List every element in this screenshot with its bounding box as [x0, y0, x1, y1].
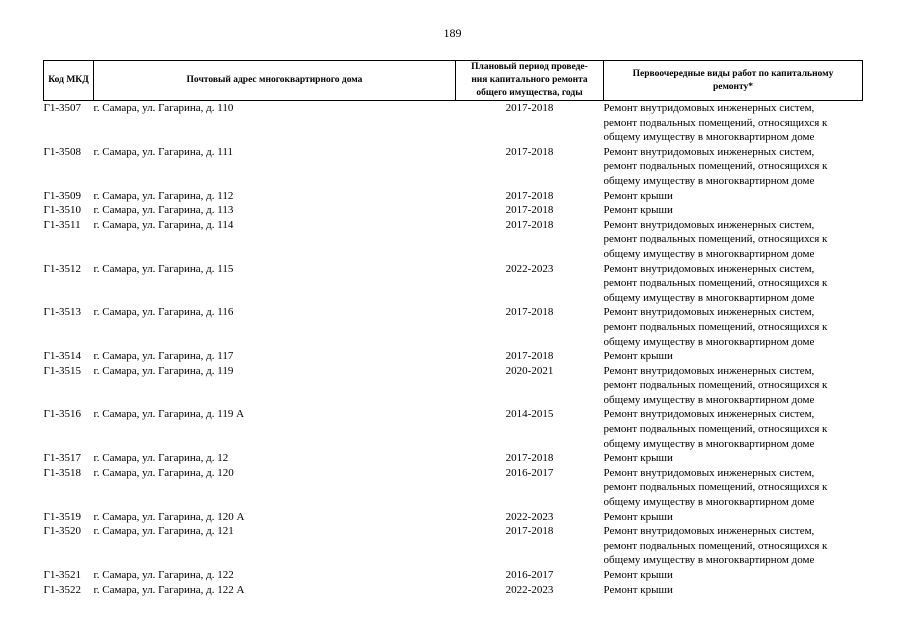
cell-period: 2017-2018	[505, 102, 554, 114]
cell-code: Г1-3513	[43, 306, 82, 319]
header-period-line: ния капитального ремонта	[471, 75, 588, 85]
cell-address: г. Самара, ул. Гагарина, д. 122	[93, 569, 234, 581]
header-address: Почтовый адрес многоквартирного дома	[94, 61, 456, 101]
cell-period: 2020-2021	[505, 364, 554, 377]
cell-works	[604, 349, 863, 364]
table-row	[44, 451, 863, 466]
works-line: Ремонт крыши	[603, 569, 673, 581]
cell-address: г. Самара, ул. Гагарина, д. 114	[93, 218, 234, 231]
cell-works	[604, 145, 863, 189]
table-row	[44, 349, 863, 364]
cell-period: 2016-2017	[505, 569, 554, 581]
works-line: Ремонт крыши	[603, 204, 673, 217]
cell-code: Г1-3521	[43, 569, 82, 581]
cell-works	[604, 203, 863, 218]
table-row	[44, 101, 863, 145]
works-line: общему имуществу в многоквартирном доме	[603, 291, 815, 304]
works-line: ремонт подвальных помещений, относящихся к	[603, 233, 828, 246]
table-header	[44, 61, 863, 101]
cell-period: 2017-2018	[505, 452, 554, 465]
cell-period: 2022-2023	[505, 262, 554, 275]
works-line: общему имуществу в многоквартирном доме	[603, 131, 815, 144]
works-line: Ремонт внутридомовых инженерных систем,	[603, 408, 815, 421]
cell-period: 2014-2015	[505, 408, 554, 421]
table-row	[44, 568, 863, 583]
cell-works	[604, 305, 863, 349]
cell-period: 2017-2018	[505, 145, 554, 158]
cell-works	[604, 101, 863, 145]
works-line: Ремонт крыши	[603, 583, 673, 596]
cell-address: г. Самара, ул. Гагарина, д. 112	[93, 189, 234, 202]
works-line: Ремонт крыши	[603, 510, 673, 523]
cell-period: 2017-2018	[505, 525, 554, 538]
cell-address: г. Самара, ул. Гагарина, д. 111	[93, 145, 233, 158]
works-line: Ремонт внутридомовых инженерных систем,	[603, 262, 815, 275]
cell-address: г. Самара, ул. Гагарина, д. 120 А	[93, 510, 245, 523]
cell-code: Г1-3516	[43, 408, 82, 421]
table-row	[44, 407, 863, 451]
cell-works	[604, 583, 863, 598]
works-line: Ремонт внутридомовых инженерных систем,	[603, 306, 815, 319]
table-row	[44, 510, 863, 525]
cell-code: Г1-3514	[43, 350, 82, 363]
header-works-line: Первоочередные виды работ по капитальному	[632, 68, 834, 79]
table-row	[44, 466, 863, 510]
cell-address: г. Самара, ул. Гагарина, д. 122 А	[93, 583, 245, 596]
works-line: ремонт подвальных помещений, относящихся к	[603, 539, 828, 552]
cell-period: 2017-2018	[505, 218, 554, 231]
cell-works	[604, 218, 863, 262]
works-line: ремонт подвальных помещений, относящихся к	[603, 379, 828, 392]
works-line: ремонт подвальных помещений, относящихся к	[603, 320, 828, 333]
table-body	[44, 101, 863, 598]
works-line: общему имуществу в многоквартирном доме	[603, 174, 815, 187]
cell-code: Г1-3522	[43, 583, 82, 596]
cell-address: г. Самара, ул. Гагарина, д. 113	[93, 204, 234, 217]
works-line: общему имуществу в многоквартирном доме	[603, 496, 815, 509]
cell-works	[604, 466, 863, 510]
table-row	[44, 583, 863, 598]
document-table	[43, 60, 863, 597]
cell-address: г. Самара, ул. Гагарина, д. 116	[93, 306, 234, 319]
header-row	[44, 61, 863, 101]
cell-period: 2017-2018	[505, 306, 554, 319]
works-line: Ремонт внутридомовых инженерных систем,	[603, 525, 815, 538]
table-row	[44, 218, 863, 262]
works-line: Ремонт внутридомовых инженерных систем,	[603, 466, 815, 479]
cell-period: 2017-2018	[505, 189, 554, 202]
cell-works	[604, 262, 863, 306]
cell-works	[604, 189, 863, 204]
cell-address: г. Самара, ул. Гагарина, д. 110	[93, 102, 234, 114]
cell-code: Г1-3508	[43, 145, 82, 158]
works-line: ремонт подвальных помещений, относящихся к	[603, 277, 828, 290]
works-line: Ремонт внутридомовых инженерных систем,	[603, 218, 815, 231]
cell-code: Г1-3518	[43, 466, 82, 479]
cell-period: 2017-2018	[505, 350, 554, 363]
table-row	[44, 145, 863, 189]
cell-address: г. Самара, ул. Гагарина, д. 119 А	[93, 408, 245, 421]
works-line: Ремонт крыши	[603, 350, 673, 363]
works-line: общему имуществу в многоквартирном доме	[603, 554, 815, 567]
cell-works	[604, 451, 863, 466]
cell-code: Г1-3515	[43, 364, 82, 377]
works-line: Ремонт внутридомовых инженерных систем,	[603, 145, 815, 158]
cell-works	[604, 510, 863, 525]
header-period-line: общего имущества, годы	[476, 88, 583, 98]
table-row	[44, 189, 863, 204]
works-line: общему имуществу в многоквартирном доме	[603, 393, 815, 406]
cell-code: Г1-3511	[43, 218, 81, 231]
cell-address: г. Самара, ул. Гагарина, д. 12	[93, 452, 229, 465]
header-works-line: ремонту*	[712, 81, 754, 92]
cell-code: Г1-3520	[43, 525, 82, 538]
cell-period: 2017-2018	[505, 204, 554, 217]
works-line: общему имуществу в многоквартирном доме	[603, 335, 815, 348]
works-line: общему имуществу в многоквартирном доме	[603, 247, 815, 260]
cell-period: 2022-2023	[505, 510, 554, 523]
cell-code: Г1-3510	[43, 204, 82, 217]
cell-address: г. Самара, ул. Гагарина, д. 120	[93, 466, 234, 479]
page-number: 189	[443, 26, 462, 40]
cell-period: 2016-2017	[505, 466, 554, 479]
cell-works	[604, 407, 863, 451]
cell-address: г. Самара, ул. Гагарина, д. 115	[93, 262, 234, 275]
works-line: общему имуществу в многоквартирном доме	[603, 437, 815, 450]
works-line: ремонт подвальных помещений, относящихся к	[603, 481, 828, 494]
cell-address: г. Самара, ул. Гагарина, д. 119	[93, 364, 234, 377]
cell-works	[604, 364, 863, 408]
cell-code: Г1-3519	[43, 510, 82, 523]
works-line: Ремонт крыши	[603, 189, 673, 202]
works-line: ремонт подвальных помещений, относящихся к	[603, 160, 828, 173]
cell-address: г. Самара, ул. Гагарина, д. 117	[93, 350, 234, 363]
cell-works	[604, 568, 863, 583]
table-row	[44, 364, 863, 408]
works-line: ремонт подвальных помещений, относящихся к	[603, 423, 828, 436]
header-code: Код МКД	[44, 61, 94, 101]
table-row	[44, 262, 863, 306]
cell-code: Г1-3512	[43, 262, 82, 275]
cell-address: г. Самара, ул. Гагарина, д. 121	[93, 525, 234, 538]
header-period	[456, 61, 604, 101]
table-row	[44, 524, 863, 568]
cell-works	[604, 524, 863, 568]
works-line: Ремонт крыши	[603, 452, 673, 465]
cell-code: Г1-3507	[43, 102, 82, 114]
cell-period: 2022-2023	[505, 583, 554, 596]
header-works	[604, 61, 863, 101]
works-line: ремонт подвальных помещений, относящихся к	[603, 116, 828, 129]
cell-code: Г1-3509	[43, 189, 82, 202]
works-line: Ремонт внутридомовых инженерных систем,	[603, 102, 815, 114]
works-line: Ремонт внутридомовых инженерных систем,	[603, 364, 815, 377]
table-row	[44, 203, 863, 218]
cell-code: Г1-3517	[43, 452, 82, 465]
table-row	[44, 305, 863, 349]
header-period-line: Плановый период проведе-	[471, 62, 588, 72]
